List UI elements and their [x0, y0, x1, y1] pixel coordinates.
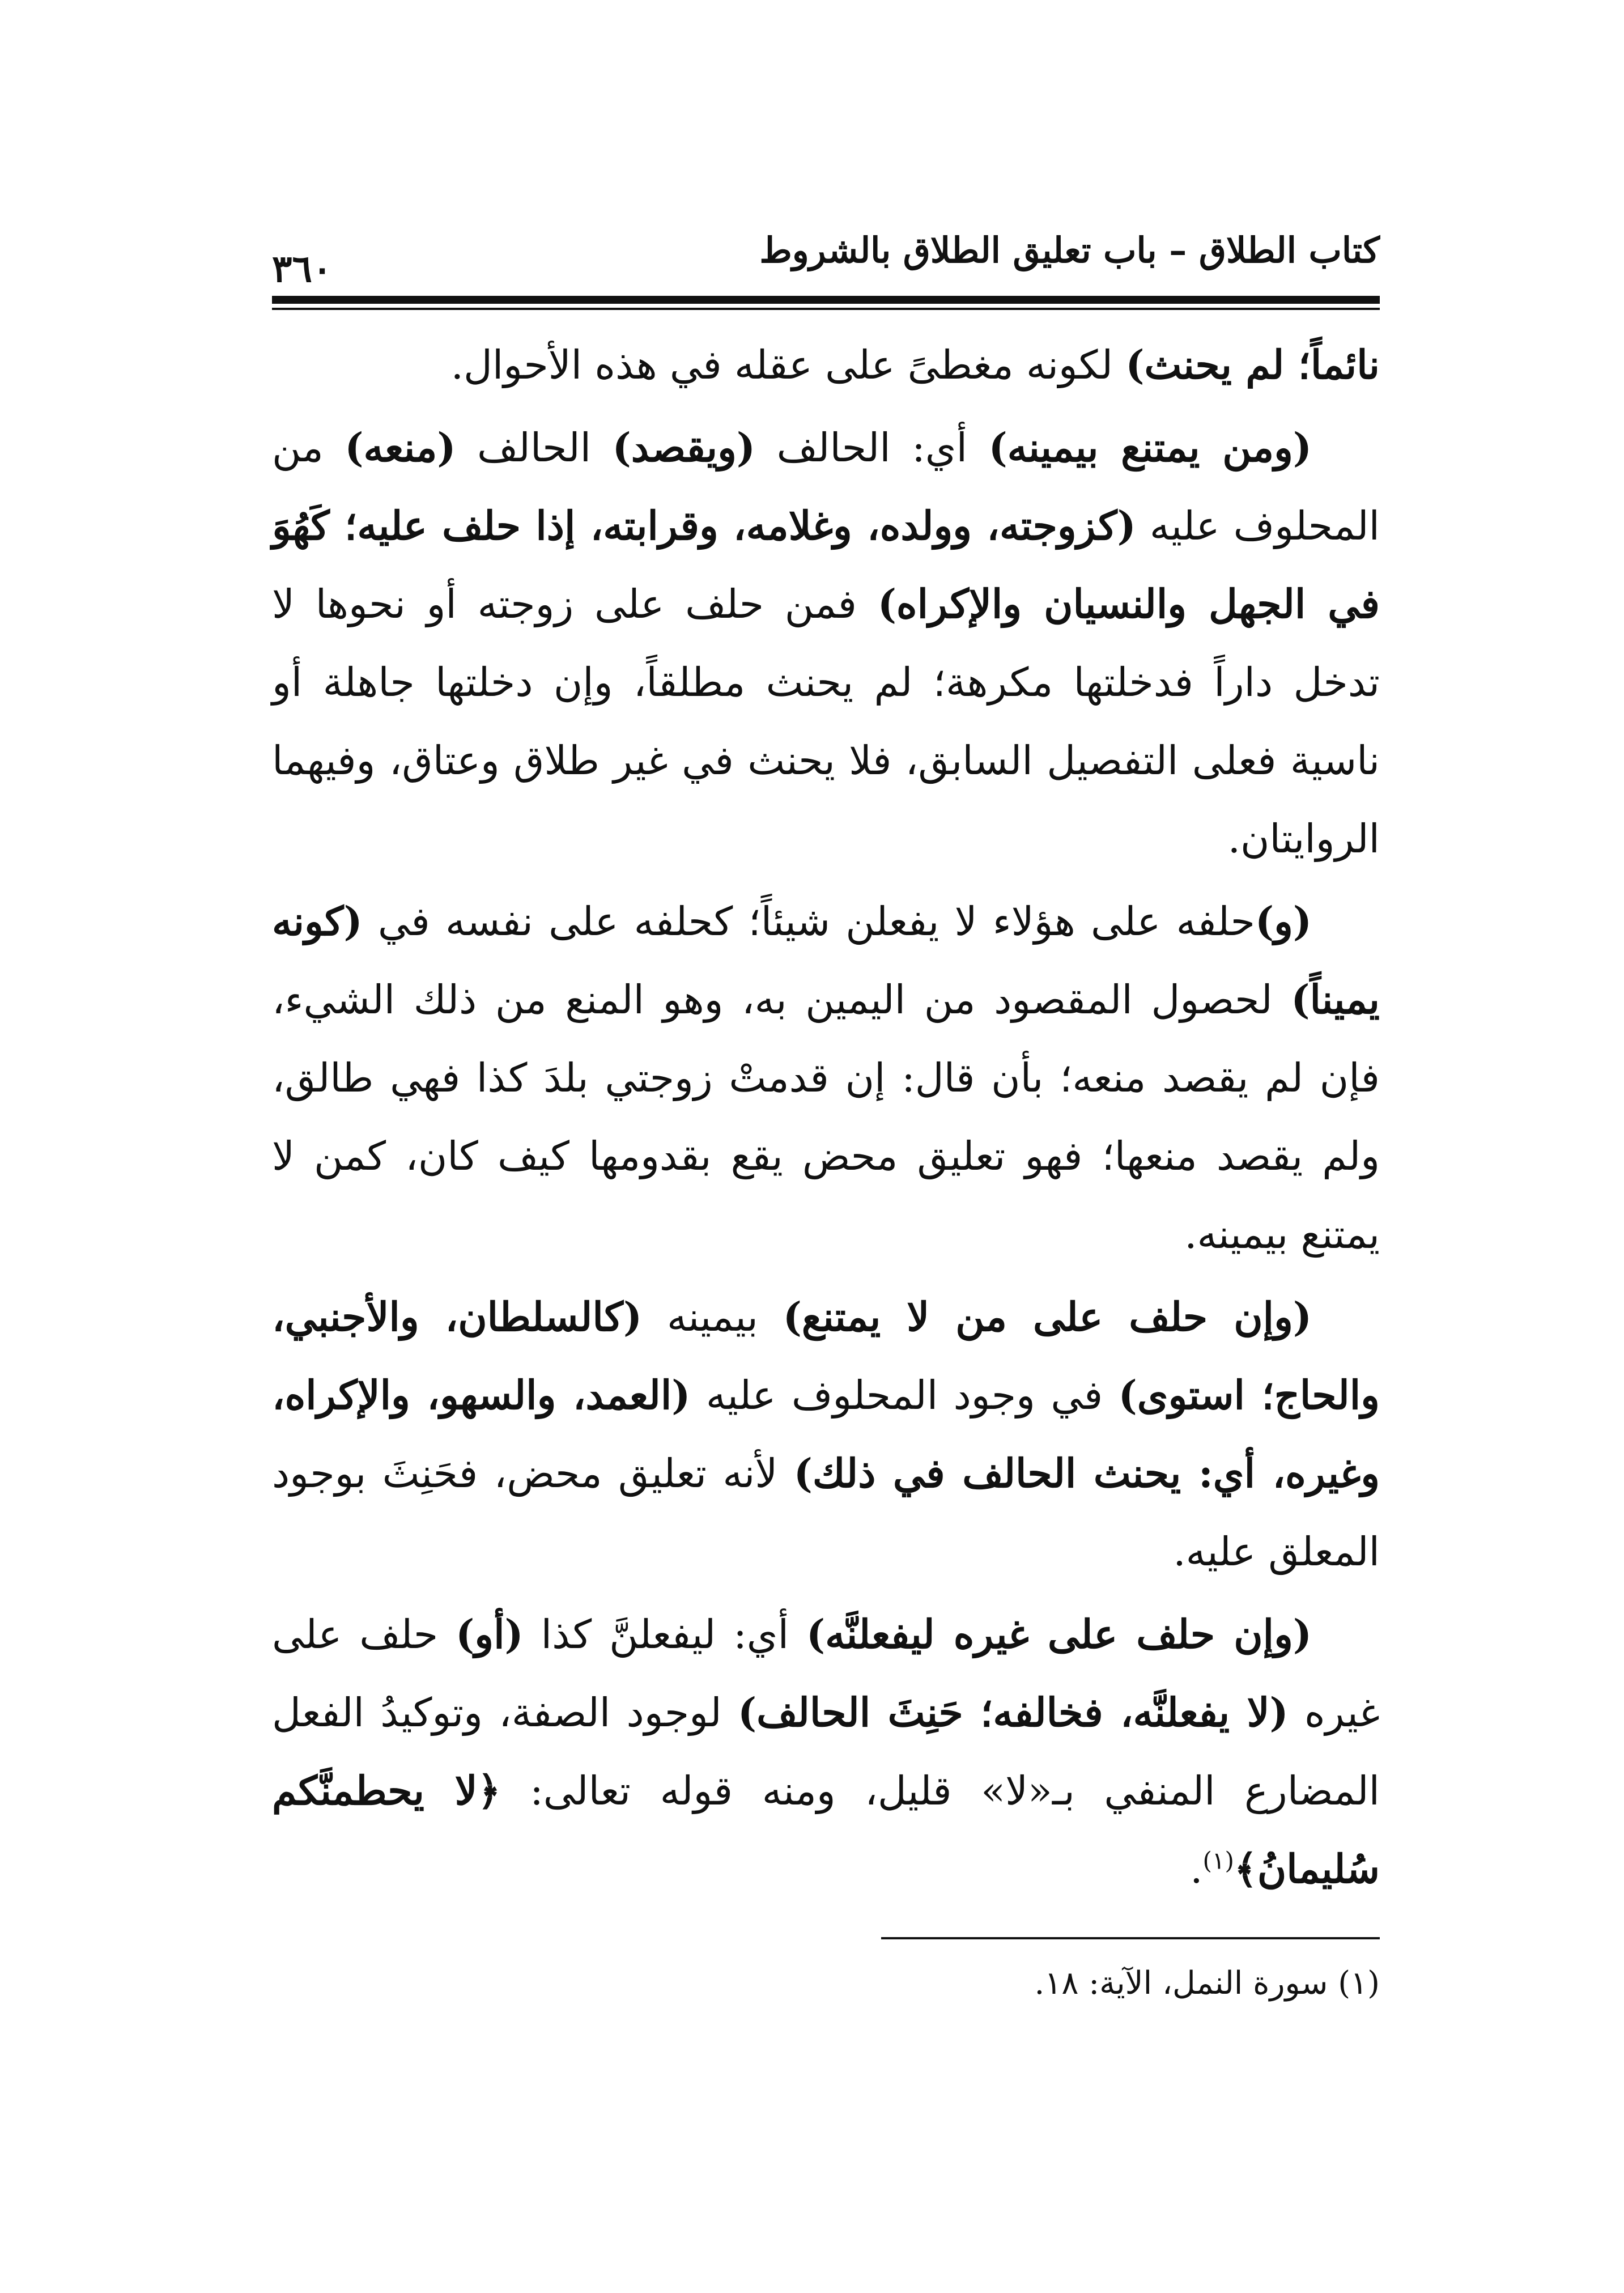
- text-span: أي: ليفعلنَّ كذا: [523, 1611, 807, 1658]
- bold-span: (و): [1255, 898, 1312, 945]
- bold-span: (وإن حلف على غيره ليفعلنَّه): [806, 1611, 1312, 1658]
- paragraph: [272, 409, 1380, 878]
- footnote-text: سورة النمل، الآية: ١٨.: [1034, 1965, 1338, 2002]
- text-span: لكونه مغطىً على عقله في هذه الأحوال.: [450, 342, 1126, 388]
- paragraph: [272, 1278, 1380, 1591]
- header-rule-thick: [272, 296, 1380, 304]
- text-span: فمن حلف على زوجته أو نحوها لا تدخل داراً فدخلتها مكرهة؛ لم يحنث مطلقاً، وإن دخلتها جاهلة أو ناسية فعلى التفصيل السابق، فلا يحنث في غير طلاق وعتاق، وفيهما الروايتان.: [272, 581, 1380, 862]
- bold-span: (ومن يمتنع بيمينه): [988, 424, 1312, 471]
- text-span: الحالف: [456, 424, 613, 471]
- text-span: حلف على غيره: [272, 1611, 1380, 1736]
- footnote-ref: (١): [1202, 1846, 1234, 1875]
- text-span: حلفه على هؤلاء لا يفعلن شيئاً؛ كحلفه على نفسه في: [362, 898, 1255, 945]
- text-span: أي: الحالف: [755, 424, 989, 471]
- text-span: .: [1190, 1846, 1203, 1892]
- text-span: في وجود المحلوف عليه: [690, 1372, 1119, 1419]
- footnote: [881, 1961, 1380, 2006]
- footnote-marker: (١): [1338, 1965, 1380, 2002]
- header-rule-thin: [272, 308, 1380, 310]
- bold-span: (كزوجته، وولده، وغلامه، وقرابته، إذا حلف عليه؛ كَهُوَ في الجهل والنسيان والإكراه): [272, 502, 1380, 627]
- paragraph: [272, 882, 1380, 1273]
- text-span: لحصول المقصود من اليمين به، وهو المنع من ذلك الشيء، فإن لم يقصد منعه؛ بأن قال: إن قدمتْ زوجتي بلدَ كذا فهي طالق، ولم يقصد منعها؛ فهو تعليق محض يقع بقدومها كيف كان، كمن لا يمتنع بيمينه.: [272, 976, 1380, 1258]
- body-text: [272, 326, 1380, 1908]
- text-span: لوجود الصفة، وتوكيدُ الفعل المضارع المنفي بـ«لا» قليل، ومنه قوله تعالى:: [272, 1689, 1380, 1814]
- running-title: كتاب الطلاق – باب تعليق الطلاق بالشروط: [759, 230, 1380, 271]
- paragraph: [272, 1595, 1380, 1908]
- bold-span: (لا يفعلنَّه، فخالفه؛ حَنِثَ الحالف): [737, 1689, 1289, 1736]
- bold-span: (العمد، والسهو، والإكراه، وغيره، أي: يحنث الحالف في ذلك): [272, 1371, 1380, 1497]
- page-number: ٣٦٠: [272, 247, 333, 291]
- text-span: لأنه تعليق محض، فحَنِثَ بوجود المعلق عليه.: [272, 1450, 1380, 1575]
- paragraph: [272, 326, 1380, 404]
- bold-span: (وإن حلف على من لا يمتنع): [783, 1293, 1312, 1340]
- text-span: من المحلوف عليه: [272, 424, 1380, 549]
- bold-span: (ويقصد): [612, 424, 756, 471]
- footnote-separator: [881, 1937, 1380, 1939]
- bold-span: (كالسلطان، والأجنبي، والحاج؛ استوى): [272, 1293, 1380, 1419]
- bold-span: ﴿لا يحطمنَّكم سُليمانُ﴾: [272, 1767, 1380, 1892]
- page-header: [272, 230, 1380, 292]
- text-span: بيمينه: [642, 1294, 783, 1340]
- bold-span: (أو): [456, 1611, 524, 1658]
- bold-span: (كونه يميناً): [272, 898, 1380, 1023]
- bold-span: (منعه): [345, 424, 456, 471]
- bold-span: نائماً؛ لم يحنث): [1125, 341, 1380, 388]
